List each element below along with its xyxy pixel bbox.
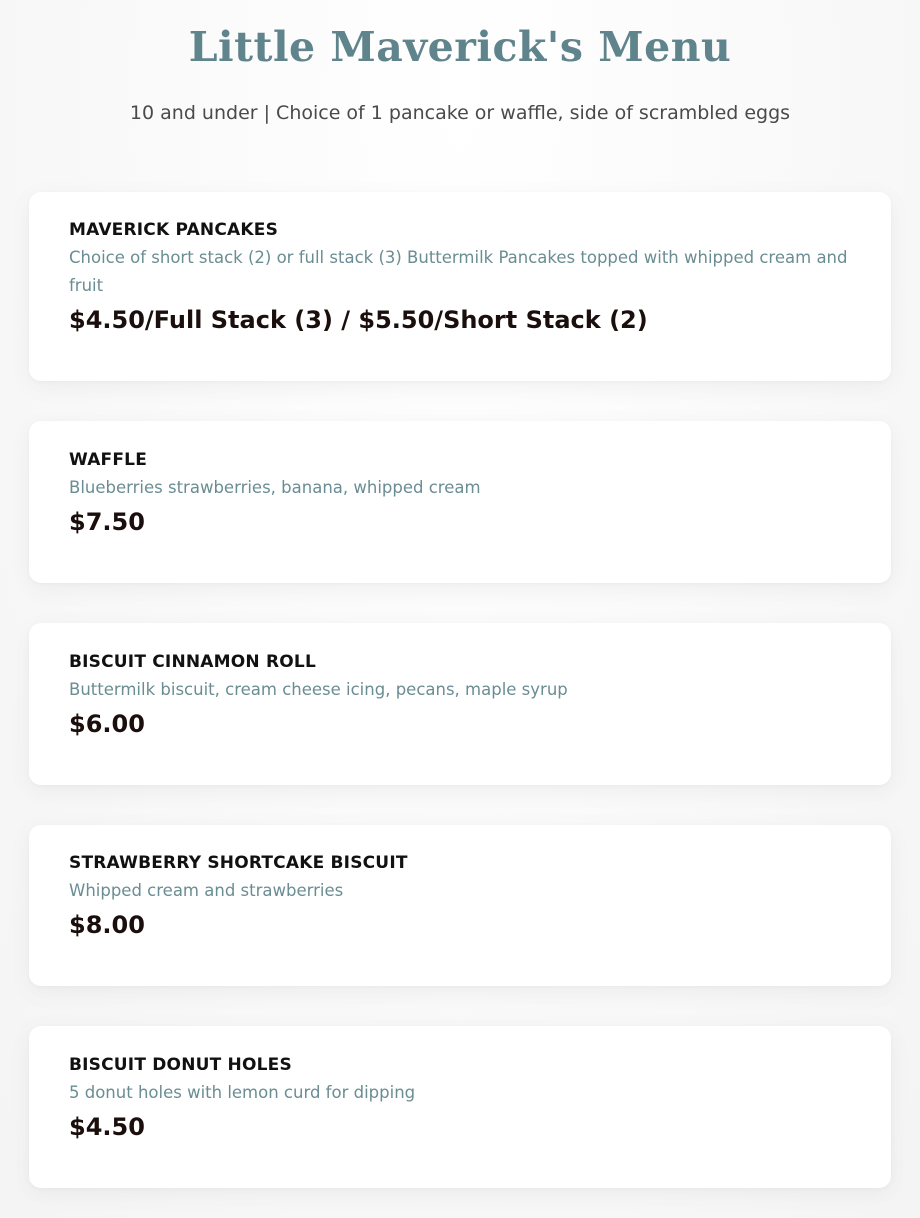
- menu-item-name: BISCUIT DONUT HOLES: [69, 1055, 292, 1075]
- menu-item-price: $4.50/Full Stack (3) / $5.50/Short Stack (2): [69, 306, 648, 334]
- menu-item-description: Blueberries strawberries, banana, whipped cream: [69, 478, 481, 497]
- menu-subtitle: 10 and under | Choice of 1 pancake or waffle, side of scrambled eggs: [129, 102, 791, 124]
- menu-item-price: $8.00: [69, 911, 145, 939]
- menu-item-price: $7.50: [69, 508, 145, 536]
- menu-item-card: [29, 623, 891, 785]
- menu-item-card: [29, 825, 891, 986]
- menu-item-name: MAVERICK PANCAKES: [69, 220, 279, 240]
- menu-item-name: STRAWBERRY SHORTCAKE BISCUIT: [69, 853, 408, 873]
- menu-item-description: Buttermilk biscuit, cream cheese icing, pecans, maple syrup: [69, 680, 568, 699]
- menu-item-card: [29, 192, 891, 381]
- menu-item-price: $4.50: [69, 1113, 145, 1141]
- menu-title: Little Maverick's Menu: [188, 23, 732, 71]
- menu-item-card: [29, 421, 891, 583]
- menu-item-description: Whipped cream and strawberries: [69, 881, 344, 900]
- menu-item-card: [29, 1026, 891, 1188]
- menu-item-name: BISCUIT CINNAMON ROLL: [69, 652, 316, 672]
- menu-item-price: $6.00: [69, 710, 145, 738]
- menu-item-name: WAFFLE: [69, 450, 148, 470]
- menu-item-description: Choice of short stack (2) or full stack (3) Buttermilk Pancakes topped with whipped cream and fruit: [69, 248, 848, 295]
- menu-item-description: 5 donut holes with lemon curd for dipping: [69, 1083, 416, 1102]
